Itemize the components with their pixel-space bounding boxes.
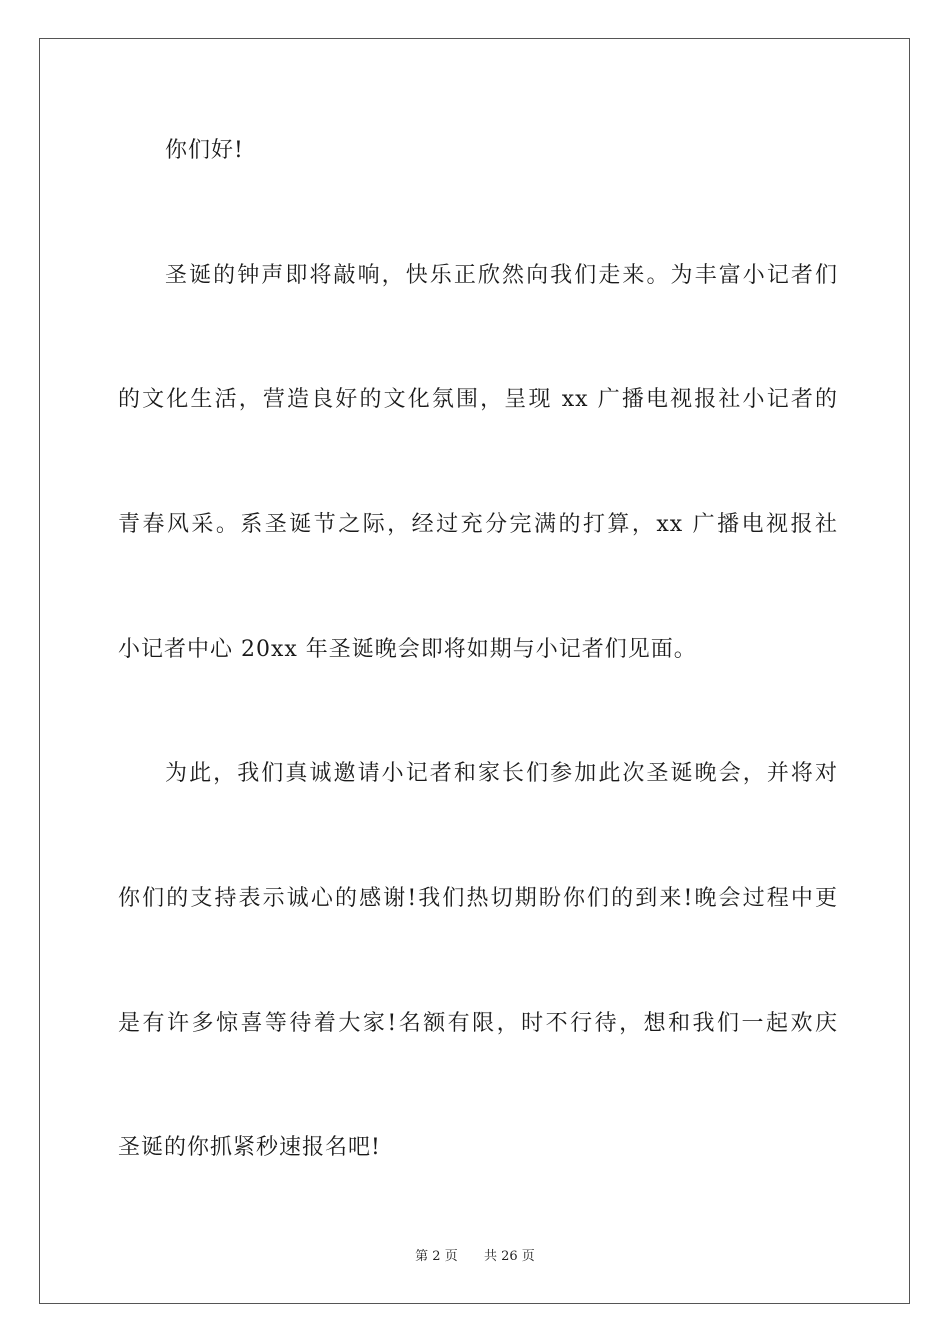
paragraph-2-line-3: 是有许多惊喜等待着大家!名额有限，时不行待，想和我们一起欢庆 xyxy=(118,1011,838,1036)
page-footer xyxy=(0,1249,950,1265)
paragraph-1-line-4: 小记者中心 20xx 年圣诞晚会即将如期与小记者们见面。 xyxy=(118,637,697,662)
paragraph-2-line-2: 你们的支持表示诚心的感谢!我们热切期盼你们的到来!晚会过程中更 xyxy=(118,886,838,911)
paragraph-2-line-1: 为此，我们真诚邀请小记者和家长们参加此次圣诞晚会，并将对 xyxy=(165,761,838,786)
page-total: 共 26 页 xyxy=(484,1249,535,1264)
paragraph-1-line-3: 青春风采。系圣诞节之际，经过充分完满的打算，xx 广播电视报社 xyxy=(118,512,838,537)
paragraph-1-line-2: 的文化生活，营造良好的文化氛围，呈现 xx 广播电视报社小记者的 xyxy=(118,387,838,412)
paragraph-2-line-4: 圣诞的你抓紧秒速报名吧! xyxy=(118,1135,381,1160)
greeting-line: 你们好! xyxy=(165,138,244,163)
paragraph-1-line-1: 圣诞的钟声即将敲响，快乐正欣然向我们走来。为丰富小记者们 xyxy=(165,263,838,288)
page-number: 第 2 页 xyxy=(415,1249,458,1264)
page-border xyxy=(39,38,910,1304)
